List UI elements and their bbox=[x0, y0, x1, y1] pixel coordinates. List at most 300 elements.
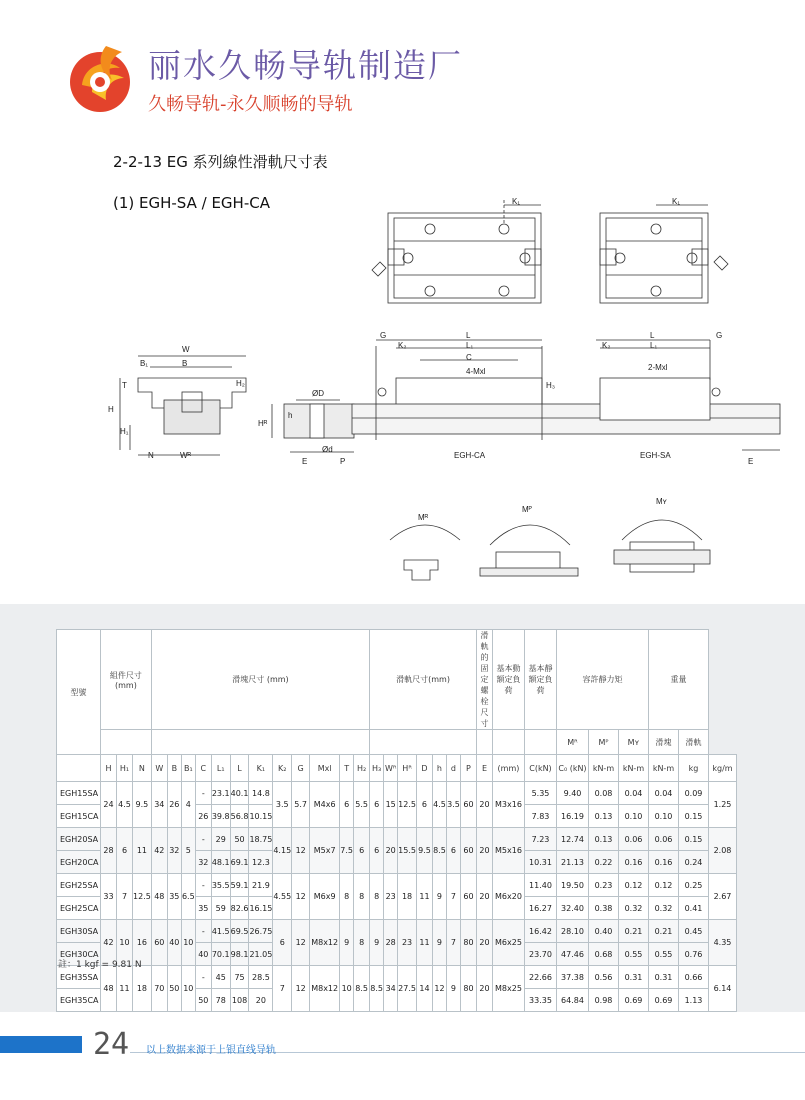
cell-k2: 7 bbox=[273, 966, 292, 1012]
col-c: C bbox=[195, 755, 211, 782]
cell-l: 98.1 bbox=[230, 943, 249, 966]
cell-d: 3.5 bbox=[446, 782, 460, 828]
header-model: 型號 bbox=[57, 630, 101, 755]
label-n: N bbox=[148, 451, 154, 460]
cell-hr: 27.5 bbox=[398, 966, 417, 1012]
cell-h: 42 bbox=[101, 920, 117, 966]
cell-c: 40 bbox=[195, 943, 211, 966]
cell-mr: 0.08 bbox=[588, 782, 618, 805]
cell-l1: 39.8 bbox=[211, 805, 230, 828]
cell-block-weight: 0.45 bbox=[678, 920, 708, 943]
cell-mr: 0.98 bbox=[588, 989, 618, 1012]
cell-k2: 3.5 bbox=[273, 782, 292, 828]
col-n: N bbox=[133, 755, 152, 782]
cell-t: 9 bbox=[340, 920, 354, 966]
cell-my: 0.55 bbox=[648, 943, 678, 966]
cell-h1: 7 bbox=[117, 874, 133, 920]
table-row bbox=[57, 874, 737, 897]
table-row bbox=[57, 920, 737, 943]
label-my: Mʏ bbox=[656, 497, 667, 506]
label-h2: H₂ bbox=[236, 379, 245, 388]
cell-h2: 8 bbox=[354, 920, 370, 966]
cell-k1: 16.15 bbox=[249, 897, 273, 920]
header-assembly: 組件尺寸 (mm) bbox=[101, 630, 152, 730]
cell-my: 0.69 bbox=[648, 989, 678, 1012]
cell-l: 40.1 bbox=[230, 782, 249, 805]
cell-rail-weight: 2.67 bbox=[708, 874, 736, 920]
cell-my: 0.12 bbox=[648, 874, 678, 897]
cell-l: 59.1 bbox=[230, 874, 249, 897]
cell-h1: 4.5 bbox=[117, 782, 133, 828]
cell-rail-weight: 2.08 bbox=[708, 828, 736, 874]
cell-c: - bbox=[195, 920, 211, 943]
cell-block-weight: 0.66 bbox=[678, 966, 708, 989]
cell-dynamic-load: 23.70 bbox=[524, 943, 556, 966]
cell-c: 26 bbox=[195, 805, 211, 828]
cell-w: 48 bbox=[151, 874, 167, 920]
col-mp-unit: kN-m bbox=[618, 755, 648, 782]
cell-dynamic-load: 16.42 bbox=[524, 920, 556, 943]
cell-l: 82.6 bbox=[230, 897, 249, 920]
cell-c: 50 bbox=[195, 989, 211, 1012]
cell-d: 9 bbox=[446, 966, 460, 1012]
col-hr: Hᴿ bbox=[398, 755, 417, 782]
cell-k1: 12.3 bbox=[249, 851, 273, 874]
cell-model: EGH20SA bbox=[57, 828, 101, 851]
cell-w: 60 bbox=[151, 920, 167, 966]
cell-h: 33 bbox=[101, 874, 117, 920]
cell-c: 32 bbox=[195, 851, 211, 874]
label-p: P bbox=[340, 457, 346, 466]
cell-dynamic-load: 10.31 bbox=[524, 851, 556, 874]
cell-mr: 0.22 bbox=[588, 851, 618, 874]
header-static: 基本靜額定負荷 bbox=[524, 630, 556, 730]
label-t: T bbox=[122, 381, 127, 390]
cell-model: EGH35CA bbox=[57, 989, 101, 1012]
cell-rail-weight: 1.25 bbox=[708, 782, 736, 828]
cell-model: EGH15CA bbox=[57, 805, 101, 828]
cell-l1: 29 bbox=[211, 828, 230, 851]
label-4mxl: 4-Mxl bbox=[466, 367, 486, 376]
label-egh-ca: EGH-CA bbox=[454, 451, 486, 460]
cell-static-load: 21.13 bbox=[556, 851, 588, 874]
cell-n: 9.5 bbox=[133, 782, 152, 828]
cell-rail-weight: 4.35 bbox=[708, 920, 736, 966]
cell-mp: 0.06 bbox=[618, 828, 648, 851]
col-mxl: Mxl bbox=[310, 755, 340, 782]
label-k1-ca: K₁ bbox=[512, 197, 521, 206]
cell-l1: 35.5 bbox=[211, 874, 230, 897]
cell-mxl: M6x9 bbox=[310, 874, 340, 920]
cell-w: 70 bbox=[151, 966, 167, 1012]
cell-t: 7.5 bbox=[340, 828, 354, 874]
col-b1: B₁ bbox=[181, 755, 195, 782]
cell-dynamic-load: 5.35 bbox=[524, 782, 556, 805]
cell-mr: 0.23 bbox=[588, 874, 618, 897]
cell-h1: 6 bbox=[117, 828, 133, 874]
cell-d: 6 bbox=[416, 782, 432, 828]
section-title: 2-2-13 EG 系列線性滑軌尺寸表 bbox=[113, 153, 328, 171]
label-l1-sa: L₁ bbox=[650, 341, 658, 350]
cell-c: - bbox=[195, 828, 211, 851]
col-h: H bbox=[101, 755, 117, 782]
cell-l: 69.5 bbox=[230, 920, 249, 943]
cell-my: 0.06 bbox=[648, 828, 678, 851]
cell-mr: 0.40 bbox=[588, 920, 618, 943]
cell-block-weight: 0.24 bbox=[678, 851, 708, 874]
cell-dynamic-load: 22.66 bbox=[524, 966, 556, 989]
label-h: H bbox=[108, 405, 114, 414]
footer-bar bbox=[0, 1036, 82, 1053]
cell-h3: 8 bbox=[370, 874, 384, 920]
brand-title: 丽水久畅导轨制造厂 bbox=[148, 46, 463, 85]
col-h3: H₃ bbox=[370, 755, 384, 782]
cell-d: 14 bbox=[416, 966, 432, 1012]
label-e-right: E bbox=[748, 457, 754, 466]
table-row bbox=[57, 782, 737, 805]
cell-l: 75 bbox=[230, 966, 249, 989]
cell-l1: 70.1 bbox=[211, 943, 230, 966]
cell-n: 16 bbox=[133, 920, 152, 966]
cell-model: EGH35SA bbox=[57, 966, 101, 989]
cell-k1: 26.75 bbox=[249, 920, 273, 943]
header-block: 滑塊尺寸 (mm) bbox=[151, 630, 369, 730]
cell-my: 0.31 bbox=[648, 966, 678, 989]
cell-b: 50 bbox=[167, 966, 181, 1012]
header-dynamic: 基本動額定負荷 bbox=[492, 630, 524, 730]
cell-rail-weight: 6.14 bbox=[708, 966, 736, 1012]
cell-mp: 0.04 bbox=[618, 782, 648, 805]
moment-mp-diagram bbox=[480, 525, 578, 576]
cell-d: 7 bbox=[446, 874, 460, 920]
cell-block-weight: 0.15 bbox=[678, 805, 708, 828]
cell-l1: 78 bbox=[211, 989, 230, 1012]
cell-k2: 4.15 bbox=[273, 828, 292, 874]
cell-model: EGH30CA bbox=[57, 943, 101, 966]
cell-l: 108 bbox=[230, 989, 249, 1012]
cell-h2: 8.5 bbox=[354, 966, 370, 1012]
cell-hr: 15.5 bbox=[398, 828, 417, 874]
cell-dynamic-load: 7.23 bbox=[524, 828, 556, 851]
col-w: W bbox=[151, 755, 167, 782]
cell-static-load: 64.84 bbox=[556, 989, 588, 1012]
cell-h1: 10 bbox=[117, 920, 133, 966]
cell-g: 12 bbox=[292, 966, 310, 1012]
cell-h2: 6 bbox=[354, 828, 370, 874]
label-h3: H₃ bbox=[546, 381, 556, 390]
cell-model: EGH30SA bbox=[57, 920, 101, 943]
cell-static-load: 12.74 bbox=[556, 828, 588, 851]
top-view-ca bbox=[372, 200, 541, 303]
brand-logo-icon bbox=[62, 40, 140, 118]
table-row bbox=[57, 966, 737, 989]
cell-k1: 10.15 bbox=[249, 805, 273, 828]
cell-d: 6 bbox=[446, 828, 460, 874]
rail-side-view bbox=[272, 400, 354, 452]
cell-k1: 20 bbox=[249, 989, 273, 1012]
side-view-ca bbox=[352, 340, 780, 440]
cell-dynamic-load: 16.27 bbox=[524, 897, 556, 920]
cell-h: 24 bbox=[101, 782, 117, 828]
label-l1-ca: L₁ bbox=[466, 341, 474, 350]
cell-block-weight: 0.25 bbox=[678, 874, 708, 897]
cell-mr: 0.13 bbox=[588, 805, 618, 828]
cell-t: 10 bbox=[340, 966, 354, 1012]
cell-my: 0.16 bbox=[648, 851, 678, 874]
label-k1-sa: K₁ bbox=[672, 197, 681, 206]
cell-mr: 0.68 bbox=[588, 943, 618, 966]
cell-wr: 28 bbox=[384, 920, 398, 966]
col-kgm-unit: kg/m bbox=[708, 755, 736, 782]
header-weight: 重量 bbox=[648, 630, 708, 730]
cell-k1: 21.9 bbox=[249, 874, 273, 897]
cell-mp: 0.12 bbox=[618, 874, 648, 897]
header-mr: Mᴿ bbox=[556, 730, 588, 755]
col-t: T bbox=[340, 755, 354, 782]
col-l: L bbox=[230, 755, 249, 782]
cell-bolt: M6x25 bbox=[492, 920, 524, 966]
cell-static-load: 47.46 bbox=[556, 943, 588, 966]
col-e: E bbox=[476, 755, 492, 782]
cell-bolt: M3x16 bbox=[492, 782, 524, 828]
col-k2: K₂ bbox=[273, 755, 292, 782]
technical-drawings bbox=[100, 190, 790, 590]
cell-static-load: 9.40 bbox=[556, 782, 588, 805]
cell-h2: 8 bbox=[354, 874, 370, 920]
col-d-small: d bbox=[446, 755, 460, 782]
cell-k2: 4.55 bbox=[273, 874, 292, 920]
header-my: Mʏ bbox=[618, 730, 648, 755]
moment-my-diagram bbox=[614, 520, 710, 572]
cell-mp: 0.32 bbox=[618, 897, 648, 920]
cell-model: EGH20CA bbox=[57, 851, 101, 874]
cell-mr: 0.38 bbox=[588, 897, 618, 920]
cell-l: 56.8 bbox=[230, 805, 249, 828]
label-b: B bbox=[182, 359, 188, 368]
header-mp: Mᴾ bbox=[588, 730, 618, 755]
cell-d: 7 bbox=[446, 920, 460, 966]
col-h2: H₂ bbox=[354, 755, 370, 782]
cell-mxl: M8x12 bbox=[310, 920, 340, 966]
cell-l: 69.1 bbox=[230, 851, 249, 874]
cell-mxl: M4x6 bbox=[310, 782, 340, 828]
cell-p: 60 bbox=[460, 828, 476, 874]
spec-table bbox=[56, 629, 737, 1012]
cell-wr: 34 bbox=[384, 966, 398, 1012]
cell-p: 60 bbox=[460, 874, 476, 920]
cell-p: 80 bbox=[460, 920, 476, 966]
cell-dynamic-load: 7.83 bbox=[524, 805, 556, 828]
cell-hr: 18 bbox=[398, 874, 417, 920]
top-view-sa bbox=[600, 205, 728, 303]
cell-e: 20 bbox=[476, 782, 492, 828]
cell-bolt: M8x25 bbox=[492, 966, 524, 1012]
cell-e: 20 bbox=[476, 966, 492, 1012]
label-h-small: h bbox=[288, 411, 293, 420]
cell-my: 0.32 bbox=[648, 897, 678, 920]
cell-d: 9.5 bbox=[416, 828, 432, 874]
footer-source-text: 以上数据来源于上银直线导轨 bbox=[146, 1045, 276, 1056]
cell-hr: 23 bbox=[398, 920, 417, 966]
cell-g: 5.7 bbox=[292, 782, 310, 828]
cell-b: 35 bbox=[167, 874, 181, 920]
cell-h3: 9 bbox=[370, 920, 384, 966]
label-g-sa: G bbox=[716, 331, 723, 340]
cell-hr: 12.5 bbox=[398, 782, 417, 828]
cell-h1: 11 bbox=[117, 966, 133, 1012]
cell-mxl: M8x12 bbox=[310, 966, 340, 1012]
cell-h: 12 bbox=[432, 966, 446, 1012]
label-wr: Wᴿ bbox=[180, 451, 192, 460]
cell-h: 4.5 bbox=[432, 782, 446, 828]
footnote: 註：1 kgf = 9.81 N bbox=[58, 960, 142, 970]
cell-h: 28 bbox=[101, 828, 117, 874]
cell-n: 12.5 bbox=[133, 874, 152, 920]
cell-mr: 0.13 bbox=[588, 828, 618, 851]
cell-static-load: 28.10 bbox=[556, 920, 588, 943]
cell-block-weight: 0.09 bbox=[678, 782, 708, 805]
cell-k1: 21.05 bbox=[249, 943, 273, 966]
cell-c: - bbox=[195, 874, 211, 897]
label-l-sa: L bbox=[650, 331, 655, 340]
cell-b: 32 bbox=[167, 828, 181, 874]
cell-h3: 6 bbox=[370, 828, 384, 874]
page-number: 24 bbox=[93, 1027, 130, 1062]
cell-d: 11 bbox=[416, 874, 432, 920]
cell-h: 9 bbox=[432, 920, 446, 966]
section-subtitle: (1) EGH-SA / EGH-CA bbox=[113, 194, 270, 212]
cell-l1: 41.5 bbox=[211, 920, 230, 943]
cell-h: 8.5 bbox=[432, 828, 446, 874]
label-od-small: Ød bbox=[322, 445, 333, 454]
cell-b: 40 bbox=[167, 920, 181, 966]
col-my-unit: kN-m bbox=[648, 755, 678, 782]
label-hr: Hᴿ bbox=[258, 419, 268, 428]
label-k2-sa: K₂ bbox=[602, 341, 611, 350]
label-l-ca: L bbox=[466, 331, 471, 340]
cell-b1: 6.5 bbox=[181, 874, 195, 920]
cell-model: EGH25CA bbox=[57, 897, 101, 920]
cell-b1: 10 bbox=[181, 920, 195, 966]
cell-mxl: M5x7 bbox=[310, 828, 340, 874]
header-rail: 滑軌尺寸(mm) bbox=[370, 630, 477, 730]
cell-mp: 0.31 bbox=[618, 966, 648, 989]
col-b: B bbox=[167, 755, 181, 782]
cell-l1: 23.1 bbox=[211, 782, 230, 805]
cell-static-load: 37.38 bbox=[556, 966, 588, 989]
cell-g: 12 bbox=[292, 828, 310, 874]
cell-b1: 5 bbox=[181, 828, 195, 874]
label-c: C bbox=[466, 353, 472, 362]
cell-mp: 0.69 bbox=[618, 989, 648, 1012]
cell-l1: 59 bbox=[211, 897, 230, 920]
cell-g: 12 bbox=[292, 874, 310, 920]
cell-h2: 5.5 bbox=[354, 782, 370, 828]
cell-block-weight: 0.76 bbox=[678, 943, 708, 966]
cell-h3: 6 bbox=[370, 782, 384, 828]
cell-c: - bbox=[195, 966, 211, 989]
cell-block-weight: 0.15 bbox=[678, 828, 708, 851]
cell-t: 6 bbox=[340, 782, 354, 828]
cell-h: 48 bbox=[101, 966, 117, 1012]
cell-h3: 8.5 bbox=[370, 966, 384, 1012]
cell-bolt: M6x20 bbox=[492, 874, 524, 920]
cell-static-load: 16.19 bbox=[556, 805, 588, 828]
cell-l1: 45 bbox=[211, 966, 230, 989]
label-od: ØD bbox=[312, 389, 324, 398]
cell-p: 80 bbox=[460, 966, 476, 1012]
cell-c: - bbox=[195, 782, 211, 805]
label-b1: B₁ bbox=[140, 359, 149, 368]
cell-static-load: 32.40 bbox=[556, 897, 588, 920]
cell-my: 0.21 bbox=[648, 920, 678, 943]
cell-e: 20 bbox=[476, 828, 492, 874]
label-k2-ca: K₂ bbox=[398, 341, 407, 350]
cell-block-weight: 0.41 bbox=[678, 897, 708, 920]
col-k1: K₁ bbox=[249, 755, 273, 782]
cell-my: 0.04 bbox=[648, 782, 678, 805]
cell-mp: 0.55 bbox=[618, 943, 648, 966]
cell-g: 12 bbox=[292, 920, 310, 966]
col-p: P bbox=[460, 755, 476, 782]
cell-d: 11 bbox=[416, 920, 432, 966]
header-moment: 容許靜力矩 bbox=[556, 630, 648, 730]
front-view bbox=[120, 356, 246, 455]
label-g-ca: G bbox=[380, 331, 387, 340]
cell-k1: 18.75 bbox=[249, 828, 273, 851]
header-bolt: 滑軌的固定螺栓尺寸 bbox=[476, 630, 492, 730]
cell-my: 0.10 bbox=[648, 805, 678, 828]
brand-slogan: 久畅导轨-永久顺畅的导轨 bbox=[148, 94, 353, 115]
cell-b1: 4 bbox=[181, 782, 195, 828]
cell-wr: 23 bbox=[384, 874, 398, 920]
cell-static-load: 19.50 bbox=[556, 874, 588, 897]
cell-mp: 0.10 bbox=[618, 805, 648, 828]
cell-l1: 48.1 bbox=[211, 851, 230, 874]
cell-b: 26 bbox=[167, 782, 181, 828]
cell-model: EGH25SA bbox=[57, 874, 101, 897]
cell-n: 18 bbox=[133, 966, 152, 1012]
moment-mr-diagram bbox=[390, 525, 460, 580]
label-e-left: E bbox=[302, 457, 308, 466]
label-h1: H₁ bbox=[120, 427, 129, 436]
cell-e: 20 bbox=[476, 920, 492, 966]
cell-k1: 28.5 bbox=[249, 966, 273, 989]
cell-model: EGH15SA bbox=[57, 782, 101, 805]
cell-mp: 0.21 bbox=[618, 920, 648, 943]
table-row bbox=[57, 828, 737, 851]
cell-w: 34 bbox=[151, 782, 167, 828]
cell-k2: 6 bbox=[273, 920, 292, 966]
cell-b1: 10 bbox=[181, 966, 195, 1012]
cell-bolt: M5x16 bbox=[492, 828, 524, 874]
cell-l: 50 bbox=[230, 828, 249, 851]
col-mr-unit: kN-m bbox=[588, 755, 618, 782]
header-w-block: 滑塊 bbox=[648, 730, 678, 755]
cell-block-weight: 1.13 bbox=[678, 989, 708, 1012]
cell-t: 8 bbox=[340, 874, 354, 920]
label-w: W bbox=[182, 345, 190, 354]
col-g: G bbox=[292, 755, 310, 782]
cell-c: 35 bbox=[195, 897, 211, 920]
col-bolt-unit: (mm) bbox=[492, 755, 524, 782]
cell-dynamic-load: 33.35 bbox=[524, 989, 556, 1012]
cell-wr: 20 bbox=[384, 828, 398, 874]
col-c0-unit: C₀ (kN) bbox=[556, 755, 588, 782]
col-l1: L₁ bbox=[211, 755, 230, 782]
cell-p: 60 bbox=[460, 782, 476, 828]
cell-dynamic-load: 11.40 bbox=[524, 874, 556, 897]
